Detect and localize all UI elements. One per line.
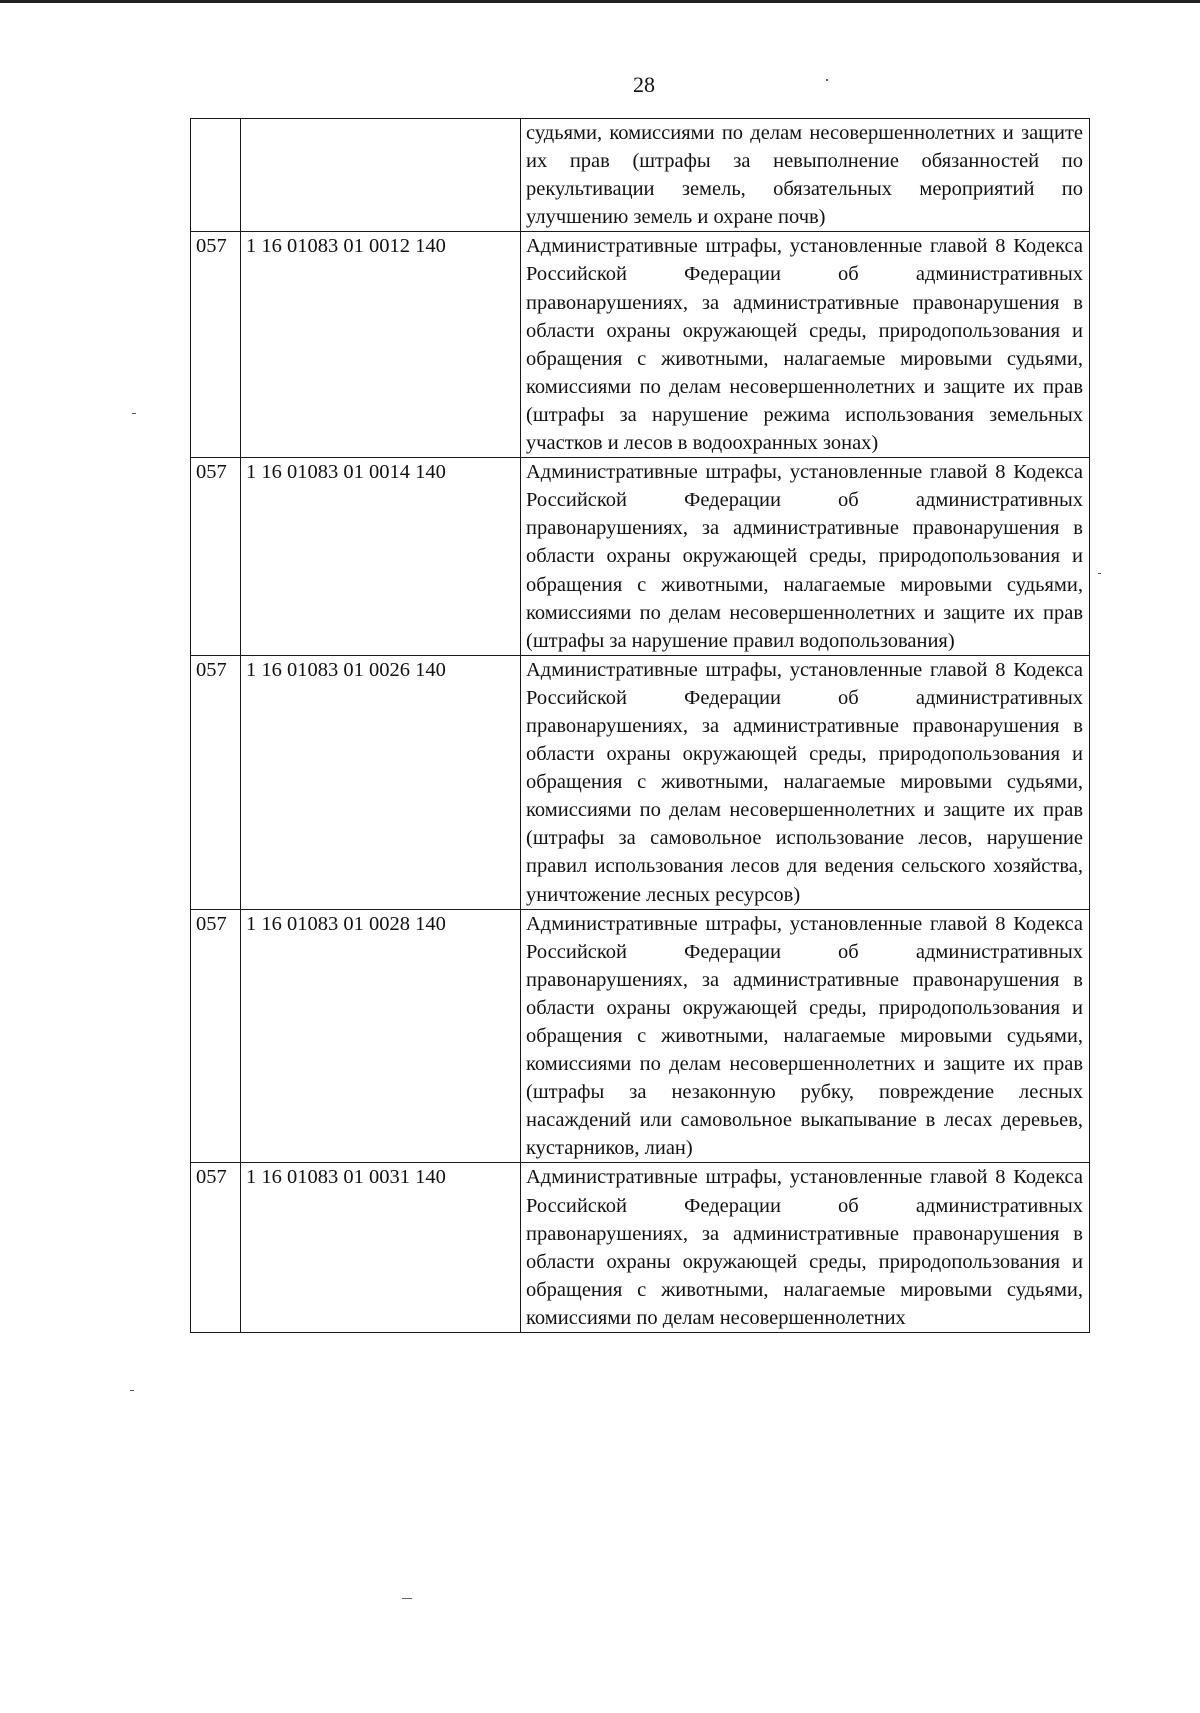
admin-code-cell: 057	[191, 909, 241, 1163]
table-row	[191, 119, 1090, 232]
admin-code-cell: 057	[191, 232, 241, 458]
table-row	[191, 458, 1090, 656]
kbk-code-cell: 1 16 01083 01 0026 140	[241, 655, 521, 909]
page-number: 28	[633, 72, 655, 97]
kbk-code-cell: 1 16 01083 01 0014 140	[241, 458, 521, 656]
table-row	[191, 1163, 1090, 1333]
kbk-code-cell	[241, 119, 521, 232]
description-cell: Административные штрафы, установленные главой 8 Кодекса Российской Федерации об административных правонарушениях, за административные правонарушения в области охраны окружающей среды, природопользования и обращения с животными, налагаемые мировыми судьями, комиссиями по делам несовершеннолетних	[521, 1163, 1090, 1333]
admin-code-cell: 057	[191, 655, 241, 909]
admin-code-cell	[191, 119, 241, 232]
scan-speck	[1098, 573, 1101, 574]
scan-speck	[402, 1598, 412, 1599]
scan-speck	[132, 413, 136, 414]
kbk-code-cell: 1 16 01083 01 0031 140	[241, 1163, 521, 1333]
scan-speck	[130, 1390, 134, 1391]
scan-top-edge	[0, 0, 1200, 3]
admin-code-cell: 057	[191, 1163, 241, 1333]
scan-speck	[826, 79, 828, 81]
admin-code-cell: 057	[191, 458, 241, 656]
description-cell: Административные штрафы, установленные главой 8 Кодекса Российской Федерации об административных правонарушениях, за административные правонарушения в области охраны окружающей среды, природопользования и обращения с животными, налагаемые мировыми судьями, комиссиями по делам несовершеннолетних и защите их прав (штрафы за незаконную рубку, повреждение лесных насаждений или самовольное выкапывание в лесах деревьев, кустарников, лиан)	[521, 909, 1090, 1163]
budget-codes-table	[190, 118, 1090, 1333]
description-cell: Административные штрафы, установленные главой 8 Кодекса Российской Федерации об административных правонарушениях, за административные правонарушения в области охраны окружающей среды, природопользования и обращения с животными, налагаемые мировыми судьями, комиссиями по делам несовершеннолетних и защите их прав (штрафы за нарушение правил водопользования)	[521, 458, 1090, 656]
table-row	[191, 909, 1090, 1163]
kbk-code-cell: 1 16 01083 01 0012 140	[241, 232, 521, 458]
description-cell: Административные штрафы, установленные главой 8 Кодекса Российской Федерации об административных правонарушениях, за административные правонарушения в области охраны окружающей среды, природопользования и обращения с животными, налагаемые мировыми судьями, комиссиями по делам несовершеннолетних и защите их прав (штрафы за самовольное использование лесов, нарушение правил использования лесов для ведения сельского хозяйства, уничтожение лесных ресурсов)	[521, 655, 1090, 909]
table-row	[191, 232, 1090, 458]
description-cell: Административные штрафы, установленные главой 8 Кодекса Российской Федерации об административных правонарушениях, за административные правонарушения в области охраны окружающей среды, природопользования и обращения с животными, налагаемые мировыми судьями, комиссиями по делам несовершеннолетних и защите их прав (штрафы за нарушение режима использования земельных участков и лесов в водоохранных зонах)	[521, 232, 1090, 458]
kbk-code-cell: 1 16 01083 01 0028 140	[241, 909, 521, 1163]
description-cell: судьями, комиссиями по делам несовершеннолетних и защите их прав (штрафы за невыполнение обязанностей по рекультивации земель, обязательных мероприятий по улучшению земель и охране почв)	[521, 119, 1090, 232]
table-row	[191, 655, 1090, 909]
